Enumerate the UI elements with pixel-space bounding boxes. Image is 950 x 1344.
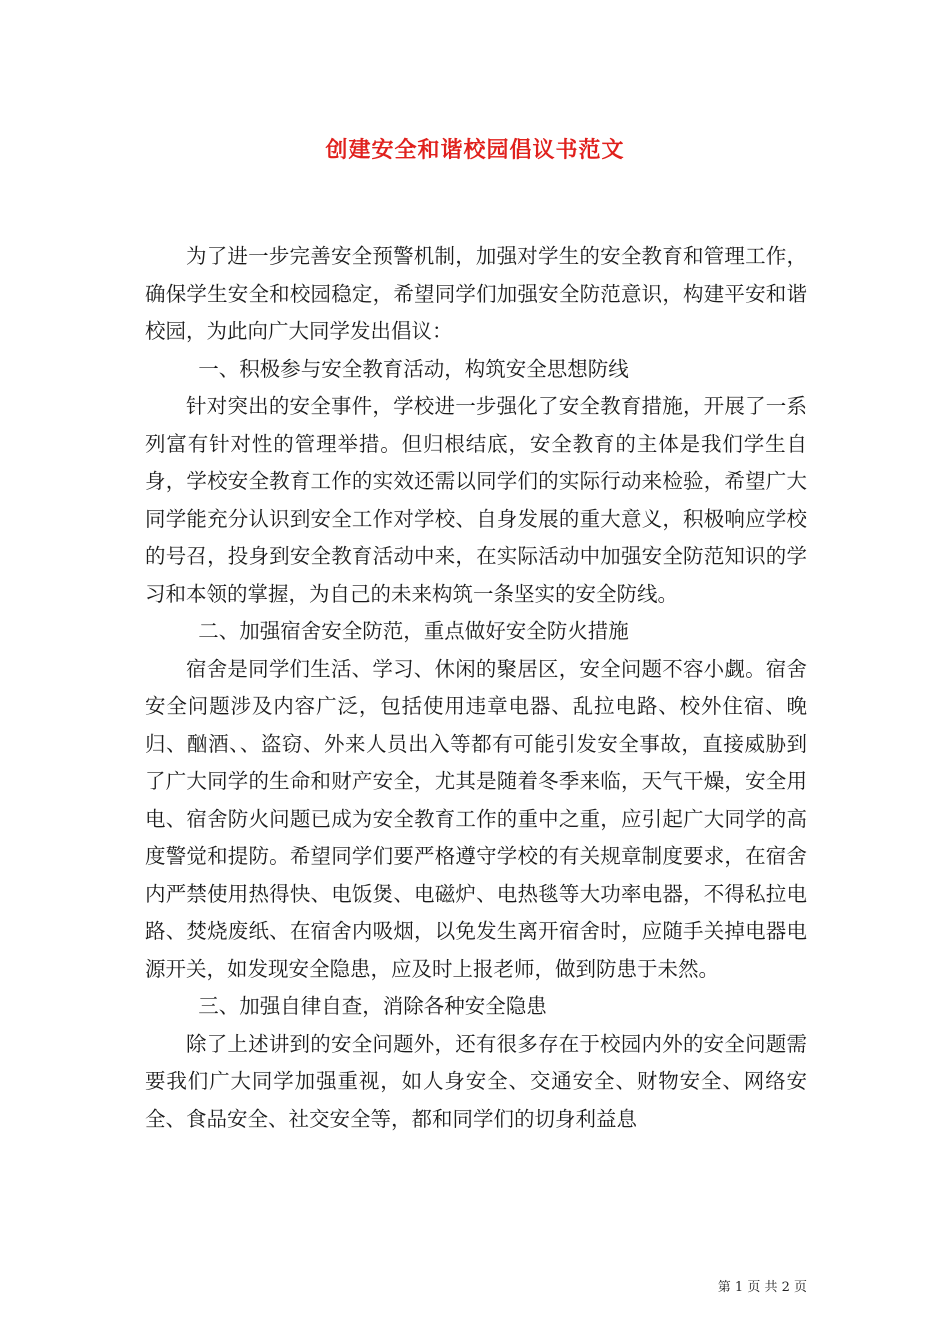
section-heading-1: 一、积极参与安全教育活动，构筑安全思想防线	[198, 356, 629, 381]
section-paragraph-2: 宿舍是同学们生活、学习、休闲的聚居区，安全问题不容小觑。宿舍安全问题涉及内容广泛，包括使用违章电器、乱拉电路、校外住宿、晚归、酗酒、、盗窃、外来人员出入等都有可能引发安全事故，直接威胁到了广大同学的生命和财产安全，尤其是随着冬季来临，天气干燥，安全用电、宿舍防火问题已成为安全教育工作的重中之重，应引起广大同学的高度警觉和提防。希望同学们要严格遵守学校的有关规章制度要求，在宿舍内严禁使用热得快、电饭煲、电磁炉、电热毯等大功率电器，不得私拉电路、焚烧废纸、在宿舍内吸烟，以免发生离开宿舍时，应随手关掉电器电源开关，如发现安全隐患，应及时上报老师，做到防患于未然。	[145, 656, 807, 981]
section-heading-2: 二、加强宿舍安全防范，重点做好安全防火措施	[198, 619, 629, 643]
intro-paragraph: 为了进一步完善安全预警机制，加强对学生的安全教育和管理工作，确保学生安全和校园稳定，希望同学们加强安全防范意识，构建平安和谐校园，为此向广大同学发出倡议：	[145, 244, 807, 343]
page-number-footer: 第 1 页 共 2 页	[717, 1280, 807, 1295]
section-heading-3: 三、加强自律自查，消除各种安全隐患	[198, 994, 547, 1018]
section-paragraph-3: 除了上述讲到的安全问题外，还有很多存在于校园内外的安全问题需要我们广大同学加强重视，如人身安全、交通安全、财物安全、网络安全、食品安全、社交安全等，都和同学们的切身利益息	[145, 1031, 807, 1131]
section-paragraph-1: 针对突出的安全事件，学校进一步强化了安全教育措施，开展了一系列富有针对性的管理举措。但归根结底，安全教育的主体是我们学生自身，学校安全教育工作的实效还需以同学们的实际行动来检验，希望广大同学能充分认识到安全工作对学校、自身发展的重大意义，积极响应学校的号召，投身到安全教育活动中来，在实际活动中加强安全防范知识的学习和本领的掌握，为自己的未来构筑一条坚实的安全防线。	[145, 394, 807, 606]
document-body	[145, 238, 807, 1138]
document-title: 创建安全和谐校园倡议书范文	[325, 137, 625, 163]
